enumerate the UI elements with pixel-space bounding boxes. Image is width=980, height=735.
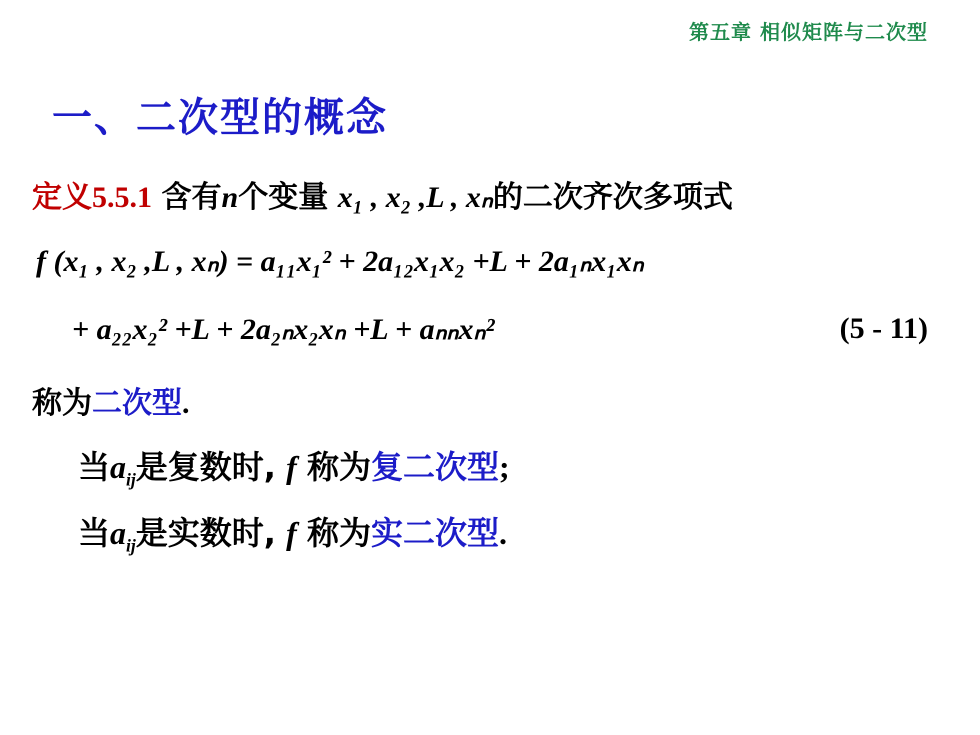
real-term: 实二次型 <box>370 514 499 552</box>
equation-number: (5 - 11) <box>839 312 928 345</box>
real-prefix: 当 <box>78 514 111 552</box>
called-line <box>32 378 190 422</box>
formula-line-1: f (x₁ , x₂ ,L , xₙ) = a₁₁x₁² + 2a₁₂x₁x₂ +L + 2a₁ₙx₁xₙ <box>36 245 644 278</box>
complex-prefix: 当 <box>78 448 111 486</box>
definition-text-2: 个变量 <box>238 180 329 215</box>
definition-label: 定义 <box>32 180 92 215</box>
complex-f: f <box>286 449 297 485</box>
section-title: 一、二次型的概念 <box>52 95 388 141</box>
called-prefix: 称为 <box>32 386 92 421</box>
definition-number: 5.5.1 <box>92 181 152 214</box>
definition-n: n <box>221 181 239 214</box>
called-suffix: . <box>182 387 190 420</box>
real-case-line <box>78 508 507 554</box>
real-mid: 是实数时, <box>135 514 276 552</box>
complex-case-line <box>78 442 510 488</box>
complex-var: $a_{ij}$ <box>110 449 136 490</box>
real-var: $a_{ij}$ <box>110 515 136 556</box>
real-suffix: . <box>499 515 507 551</box>
called-term: 二次型 <box>92 386 182 421</box>
complex-term: 复二次型 <box>370 448 499 486</box>
definition-text-3: 的二次齐次多项式 <box>492 180 733 215</box>
real-called: 称为 <box>306 514 371 552</box>
formula-line-2: + a₂₂x₂² +L + 2a₂ₙx₂xₙ +L + aₙₙxₙ² <box>72 313 495 346</box>
real-f: f <box>286 515 297 551</box>
complex-mid: 是复数时, <box>135 448 276 486</box>
chapter-header: 第五章 相似矩阵与二次型 <box>689 20 928 44</box>
complex-called: 称为 <box>306 448 371 486</box>
definition-text-1: 含有 <box>161 180 222 215</box>
definition-line <box>32 172 733 216</box>
complex-suffix: ; <box>499 449 510 485</box>
definition-vars: x₁ , x₂ ,L , xₙ <box>337 181 493 214</box>
